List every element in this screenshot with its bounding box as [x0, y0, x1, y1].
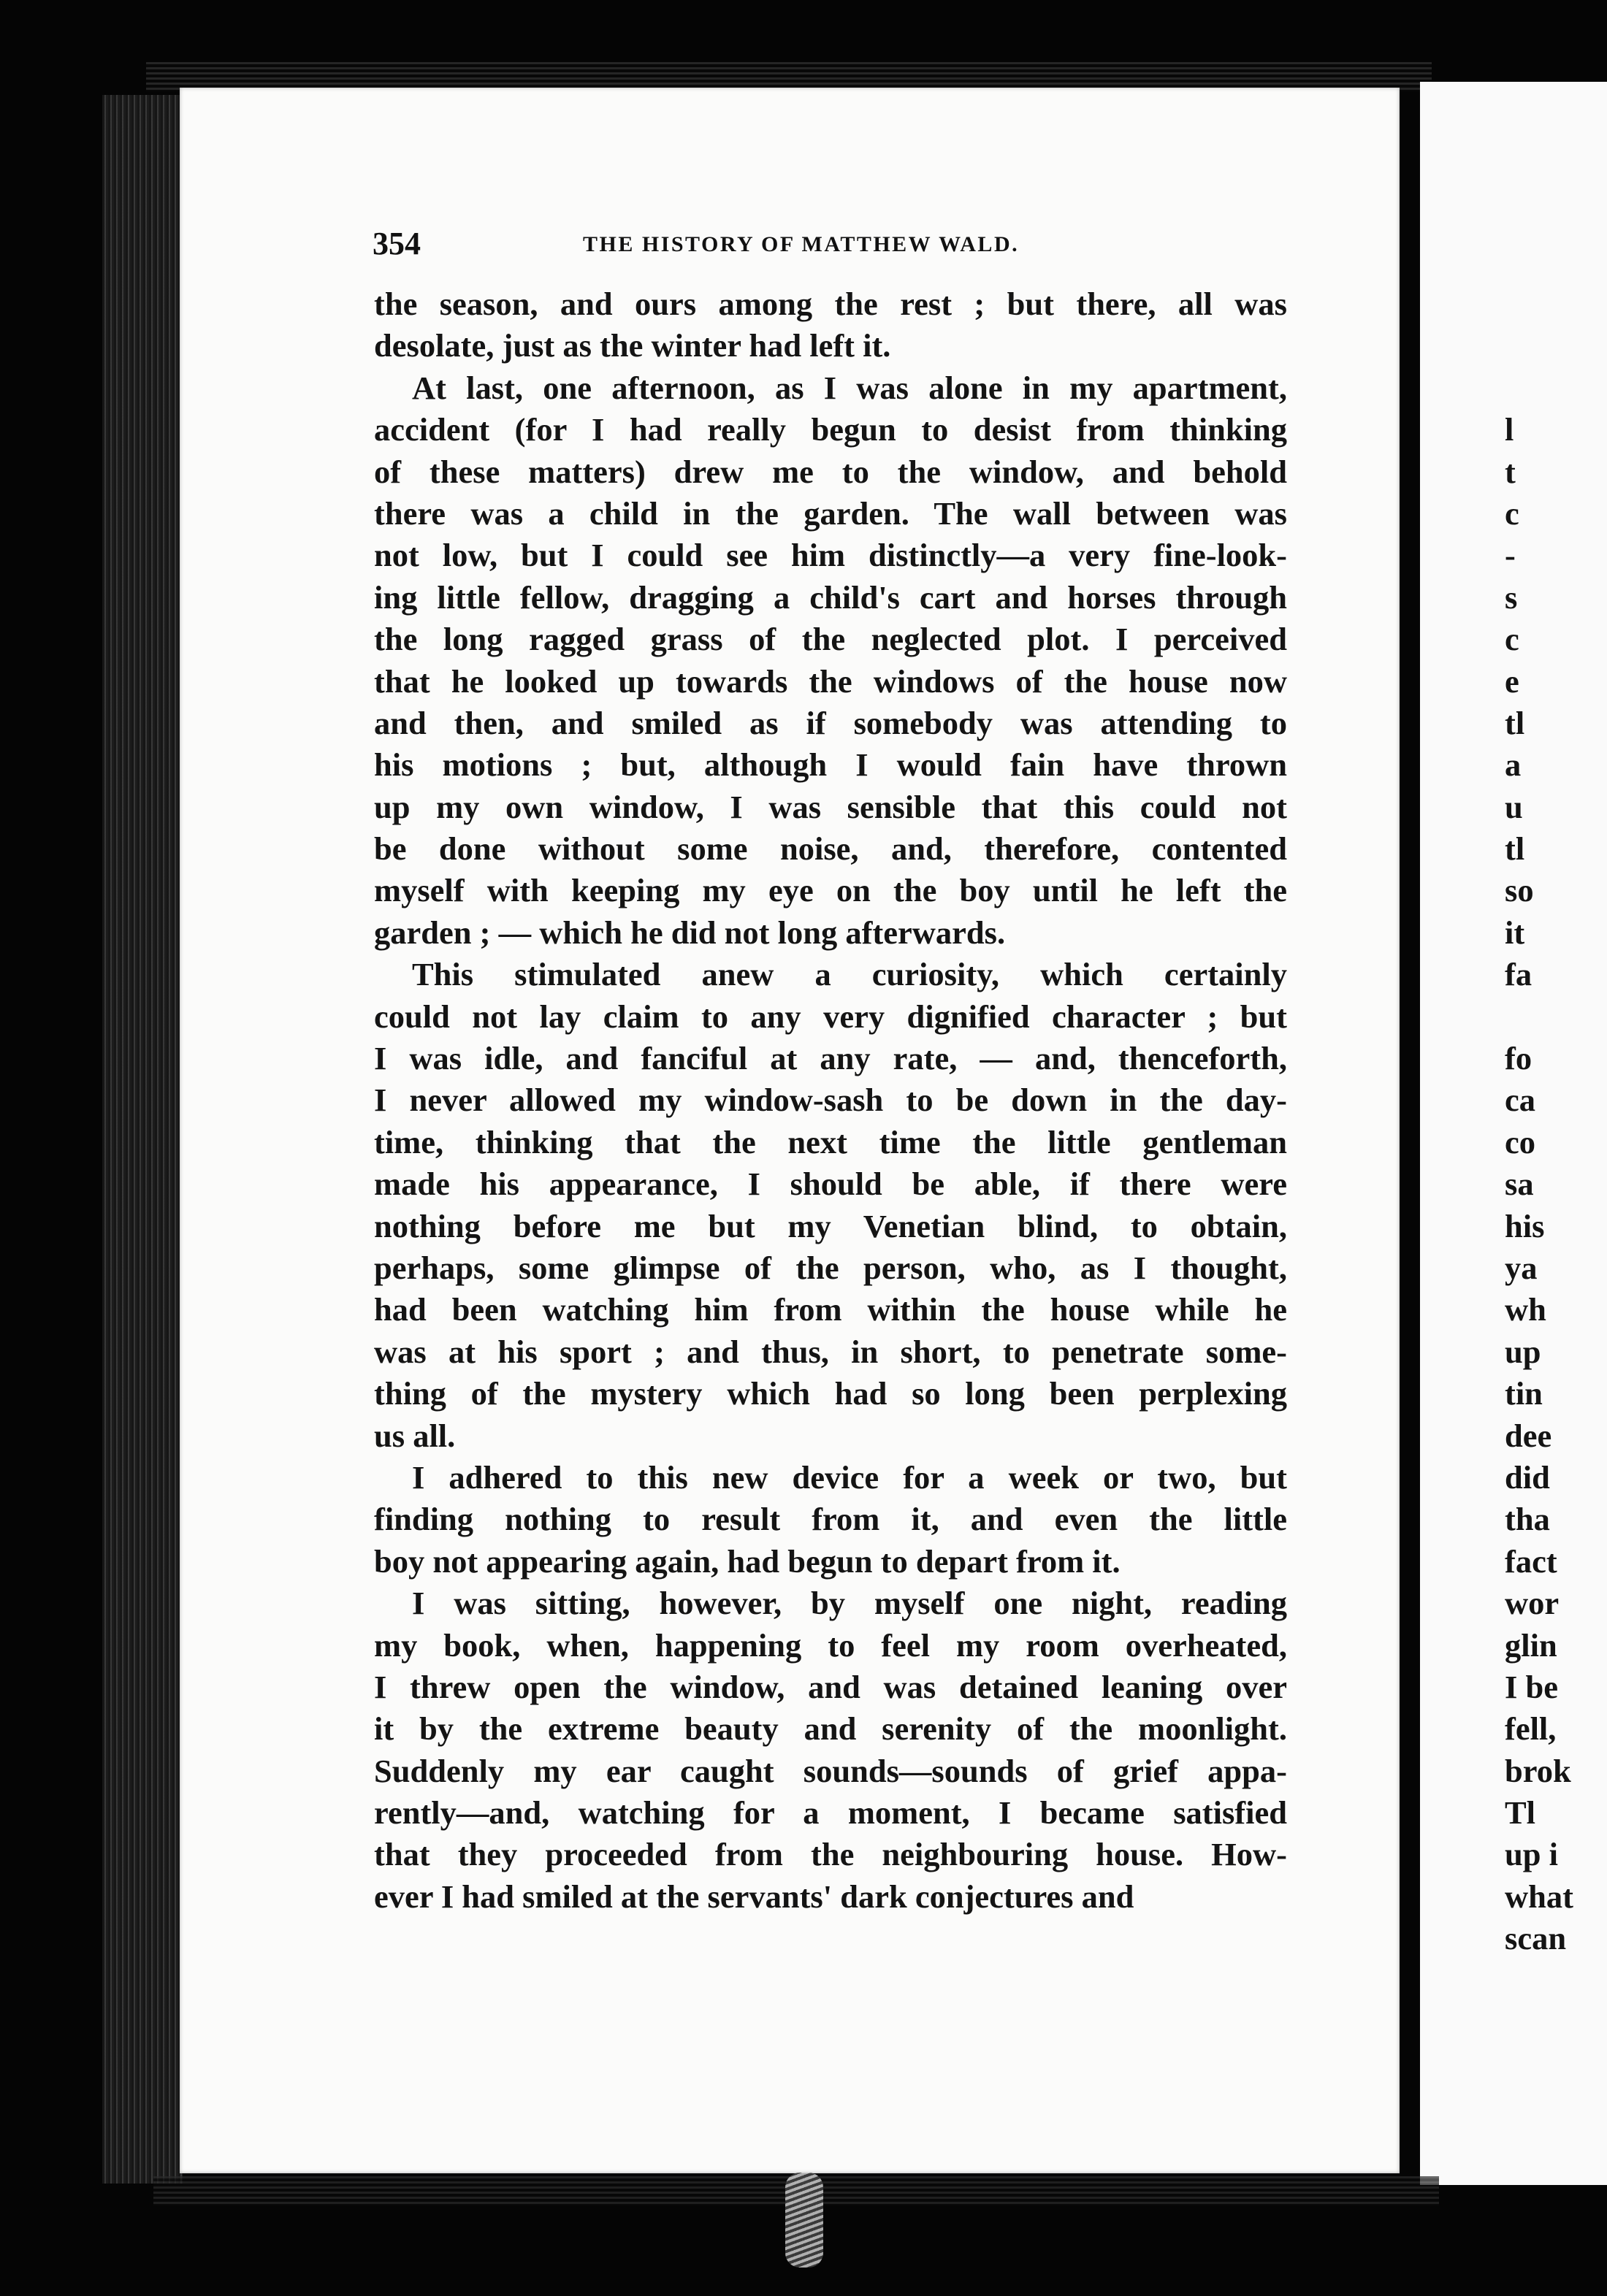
text-line: my book, when, happening to feel my room overheated, — [374, 1626, 1287, 1664]
facing-page-fragment: e — [1505, 662, 1519, 700]
facing-page-fragment: scan — [1505, 1920, 1567, 1957]
facing-page-fragment: wor — [1505, 1585, 1560, 1622]
text-line: his motions ; but, although I would fain have thrown — [374, 746, 1287, 784]
text-line: garden ; — which he did not long afterwards. — [374, 914, 1006, 951]
text-line: time, thinking that the next time the little gentleman — [374, 1123, 1287, 1160]
text-line: and then, and smiled as if somebody was attending to — [374, 704, 1287, 741]
text-line: nothing before me but my Venetian blind, to obtain, — [374, 1207, 1287, 1244]
facing-page-fragment: wh — [1505, 1291, 1546, 1328]
scan-artifact-mark — [855, 22, 1045, 73]
facing-page-fragment: c — [1505, 621, 1519, 658]
facing-page-fragment: tha — [1505, 1501, 1550, 1538]
facing-page-fragment: s — [1505, 578, 1518, 616]
text-line: I never allowed my window-sash to be down in the day- — [374, 1082, 1287, 1119]
text-line: not low, but I could see him distinctly—a very fine-look- — [374, 537, 1287, 574]
facing-page-fragment: it — [1505, 914, 1525, 951]
facing-page-fragment: l — [1505, 411, 1514, 448]
text-line: the season, and ours among the rest ; but there, all was — [374, 286, 1287, 322]
text-line: accident (for I had really begun to desist from thinking — [374, 411, 1287, 448]
facing-page-fragment: co — [1505, 1123, 1536, 1160]
facing-page-fragment: - — [1505, 537, 1516, 574]
facing-page-fragment: brok — [1505, 1752, 1571, 1789]
text-line: I threw open the window, and was detained leaning over — [374, 1668, 1287, 1705]
text-line: I was sitting, however, by myself one night, reading — [412, 1585, 1287, 1622]
scan-top-edge — [146, 62, 1432, 91]
body-text — [374, 283, 1287, 1918]
facing-page-fragment: t — [1505, 453, 1516, 490]
text-line: ing little fellow, dragging a child's cart and horses through — [374, 578, 1287, 616]
text-line: thing of the mystery which had so long been perplexing — [374, 1375, 1287, 1412]
facing-page-fragment: sa — [1505, 1166, 1534, 1203]
text-line: of these matters) drew me to the window, and behold — [374, 453, 1287, 490]
facing-page-fragment: glin — [1505, 1626, 1557, 1664]
facing-page-fragment: fa — [1505, 956, 1532, 993]
facing-page-fragment: fo — [1505, 1040, 1532, 1077]
facing-page-fragment: fact — [1505, 1542, 1557, 1580]
facing-page-fragment — [1505, 325, 1607, 367]
text-line: myself with keeping my eye on the boy until he left the — [374, 872, 1287, 909]
page-header — [373, 225, 1286, 261]
facing-page-text-fragments — [1505, 283, 1607, 1960]
running-title: THE HISTORY OF MATTHEW WALD. — [583, 232, 1020, 256]
facing-page-fragment: tl — [1505, 830, 1525, 868]
text-line: boy not appearing again, had begun to depart from it. — [374, 1542, 1121, 1580]
facing-page-fragment: c — [1505, 494, 1519, 532]
text-line: finding nothing to result from it, and even the little — [374, 1501, 1287, 1538]
facing-page-fragment: so — [1505, 872, 1534, 909]
facing-page-fragment: tl — [1505, 704, 1525, 741]
text-line: desolate, just as the winter had left it. — [374, 327, 891, 364]
text-line: perhaps, some glimpse of the person, who, as I thought, — [374, 1249, 1287, 1286]
facing-page-fragment — [1505, 367, 1607, 409]
facing-page-fragment: ca — [1505, 1082, 1536, 1119]
facing-page-fragment: I be — [1505, 1668, 1558, 1705]
facing-page-fragment: a — [1505, 746, 1522, 784]
text-line: up my own window, I was sensible that this could not — [374, 788, 1287, 825]
text-line: ever I had smiled at the servants' dark conjectures and — [374, 1878, 1134, 1915]
text-line: there was a child in the garden. The wall between was — [374, 494, 1287, 532]
facing-page-fragment — [1505, 283, 1607, 325]
text-line: could not lay claim to any very dignified character ; but — [374, 998, 1287, 1035]
facing-page-fragment: what — [1505, 1878, 1573, 1915]
facing-page-fragment: fell, — [1505, 1710, 1557, 1748]
text-line: it by the extreme beauty and serenity of the moonlight. — [374, 1710, 1287, 1748]
text-line: rently—and, watching for a moment, I became satisfied — [374, 1794, 1287, 1832]
text-line: was at his sport ; and thus, in short, to penetrate some- — [374, 1333, 1287, 1370]
text-line: that he looked up towards the windows of the house now — [374, 662, 1287, 700]
text-line: be done without some noise, and, therefore, contented — [374, 830, 1287, 868]
bookmark-ribbon — [785, 2173, 823, 2268]
facing-page-fragment: u — [1505, 788, 1523, 825]
facing-page-fragment: did — [1505, 1458, 1550, 1496]
text-line: I was idle, and fanciful at any rate, — and, thenceforth, — [374, 1040, 1287, 1077]
text-line: Suddenly my ear caught sounds—sounds of grief appa- — [374, 1752, 1287, 1789]
text-line: had been watching him from within the house while he — [374, 1291, 1287, 1328]
text-line: that they proceeded from the neighbouring house. How- — [374, 1836, 1287, 1873]
text-line: us all. — [374, 1417, 456, 1454]
facing-page-fragment: up — [1505, 1333, 1541, 1370]
text-line: At last, one afternoon, as I was alone in my apartment, — [412, 369, 1287, 406]
facing-page-fragment: dee — [1505, 1417, 1552, 1454]
text-line: This stimulated anew a curiosity, which certainly — [412, 956, 1287, 993]
facing-page-fragment: tin — [1505, 1375, 1543, 1412]
page-number: 354 — [373, 226, 421, 261]
text-line: I adhered to this new device for a week or two, but — [412, 1458, 1287, 1496]
facing-page-fragment: his — [1505, 1207, 1545, 1244]
text-line: the long ragged grass of the neglected plot. I perceived — [374, 621, 1287, 658]
facing-page-fragment: up i — [1505, 1836, 1558, 1873]
facing-page-fragment: ya — [1505, 1249, 1538, 1286]
facing-page-fragment — [1505, 996, 1607, 1038]
facing-page-fragment: Tl — [1505, 1794, 1536, 1832]
text-line: made his appearance, I should be able, if there were — [374, 1166, 1287, 1203]
book-page-edges — [102, 95, 183, 2184]
